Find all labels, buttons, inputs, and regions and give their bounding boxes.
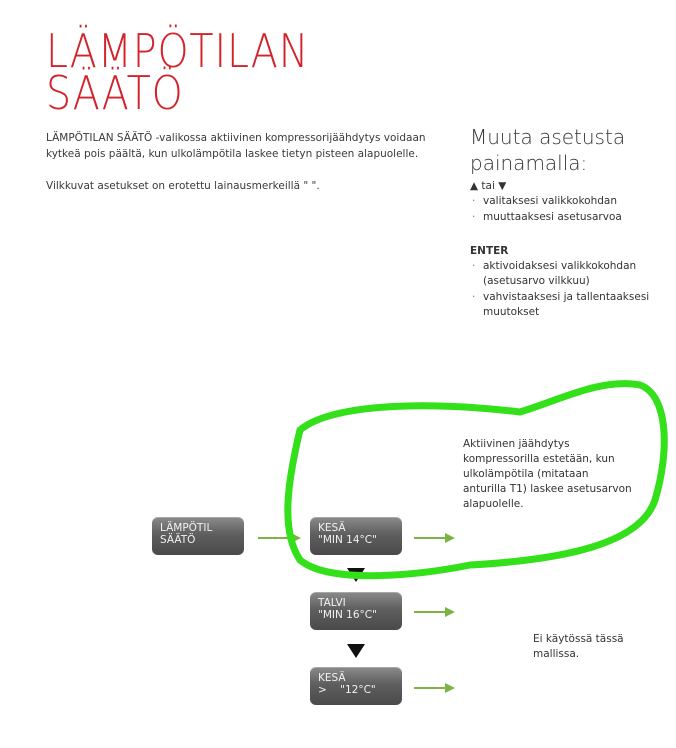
list-item: · muuttaaksesi asetusarvoa [470, 210, 670, 225]
annotation-text: Aktiivinen jäähdytys kompressorilla estetään, kun ulkolämpötila (mitataan anturilla T1) laskee asetusarvon alapuolelle. [463, 438, 632, 510]
side-heading-line-2: painamalla: [470, 151, 588, 175]
enter-label: ENTER [470, 245, 509, 257]
enter-instructions [470, 245, 670, 321]
display-line-2: "MIN 16°C" [318, 609, 377, 621]
right-arrow-icon [258, 537, 292, 539]
title-line-2: SÄÄTÖ [46, 66, 184, 120]
down-arrow-icon [347, 644, 365, 658]
display-line-2: SÄÄTÖ [160, 534, 196, 546]
list-item: · valitaksesi valikkokohdan [470, 194, 670, 209]
display-summer-min [310, 517, 402, 555]
list-item: · aktivoidaksesi valikkokohdan (asetusarvo vilkkuu) [470, 259, 670, 289]
side-heading [470, 124, 660, 176]
display-line-1: KESÄ [318, 522, 346, 534]
down-arrow-icon [347, 568, 365, 582]
page-title [46, 24, 310, 120]
right-arrow-icon [414, 611, 446, 613]
blinking-note: Vilkkuvat asetukset on erotettu lainausmerkeillä " ". [46, 180, 320, 192]
arrows-list [470, 194, 670, 225]
display-line-2: > "12°C" [318, 684, 376, 696]
side-heading-line-1: Muuta asetusta [470, 125, 626, 149]
display-line-1: LÄMPÖTIL [160, 522, 213, 534]
list-item: · vahvistaaksesi ja tallentaaksesi muutokset [470, 290, 670, 320]
display-line-1: KESÄ [318, 672, 346, 684]
display-line-2: "MIN 14°C" [318, 534, 377, 546]
right-arrow-icon [414, 537, 446, 539]
title-line-1: LÄMPÖTILAN [46, 24, 310, 78]
enter-list [470, 259, 670, 320]
display-line-1: TALVI [318, 597, 346, 609]
unused-note: Ei käytössä tässä mallissa. [533, 633, 624, 660]
arrows-instructions [470, 180, 670, 226]
menu-display-temperature-control [152, 517, 244, 555]
right-arrow-icon [414, 687, 446, 689]
intro-text: LÄMPÖTILAN SÄÄTÖ -valikossa aktiivinen kompressorijäähdytys voidaan kytkeä pois päältä, kun ulkolämpötila laskee tietyn pisteen alapuolelle. [46, 132, 426, 160]
display-summer-setpoint [310, 667, 402, 705]
display-winter-min [310, 592, 402, 630]
arrows-label: ▲ tai ▼ [470, 180, 507, 192]
